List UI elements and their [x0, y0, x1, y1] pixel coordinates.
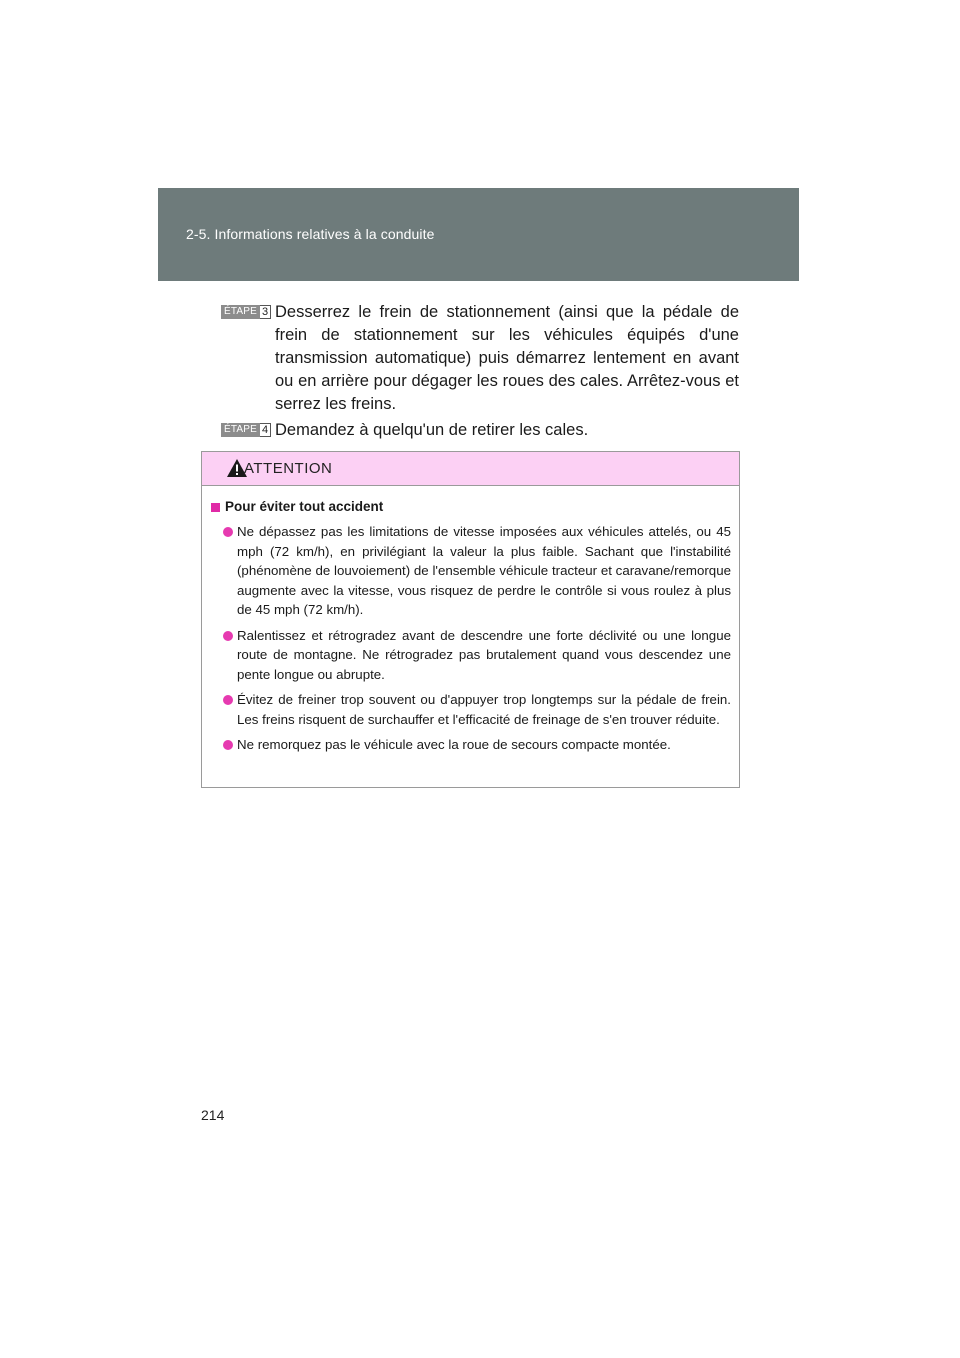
step-badge-number: 3 [260, 305, 271, 319]
step-badge-label: ÉTAPE [221, 423, 260, 437]
warning-item-text: Ne dépassez pas les limitations de vitesse imposées aux véhicules attelés, ou 45 mph (72 km/h), en privilégiant la valeur la plus faible. Sachant que l'instabilité (phénomène de louvoiement) de l'ensemble véhicule tracteur et caravane/remorque augmente avec la vitesse, vous risquez de perdre le contrôle si vous roulez à plus de 45 mph (72 km/h). [237, 524, 731, 617]
square-bullet-icon [211, 503, 220, 512]
bullet-dot-icon [223, 695, 233, 705]
section-title: 2-5. Informations relatives à la conduite [186, 226, 435, 242]
warning-box [201, 451, 740, 788]
bullet-dot-icon [223, 527, 233, 537]
step-badge [221, 305, 271, 319]
page-number: 214 [201, 1107, 225, 1123]
step-4 [221, 419, 739, 442]
step-3 [221, 301, 739, 416]
step-text: Desserrez le frein de stationnement (ainsi que la pédale de frein de stationnement sur les véhicules équipés d'une transmission automatique) puis démarrez lentement en avant ou en arrière pour dégager les roues des cales. Arrêtez-vous et serrez les freins. [275, 303, 739, 413]
warning-item [211, 735, 731, 755]
warning-item-text: Évitez de freiner trop souvent ou d'appuyer trop longtemps sur la pédale de frein. Les freins risquent de surchauffer et l'efficacité de freinage de s'en trouver réduite. [237, 692, 731, 727]
step-badge-number: 4 [260, 423, 271, 437]
warning-subheading [211, 497, 731, 517]
section-header-band [158, 188, 799, 281]
warning-item-text: Ne remorquez pas le véhicule avec la roue de secours compacte montée. [237, 737, 671, 752]
warning-header [202, 452, 739, 486]
warning-item [211, 690, 731, 729]
warning-subheading-text: Pour éviter tout accident [225, 499, 384, 514]
warning-item-text: Ralentissez et rétrogradez avant de descendre une forte déclivité ou une longue route de montagne. Ne rétrogradez pas brutalement quand vous descendez une pente longue ou abrupte. [237, 627, 731, 682]
step-badge-label: ÉTAPE [221, 305, 260, 319]
warning-item [211, 626, 731, 685]
bullet-dot-icon [223, 740, 233, 750]
bullet-dot-icon [223, 631, 233, 641]
step-text: Demandez à quelqu'un de retirer les cales. [275, 421, 589, 439]
warning-title: ATTENTION [244, 460, 333, 477]
warning-item [211, 522, 731, 620]
warning-body [202, 486, 739, 755]
step-badge [221, 423, 271, 437]
